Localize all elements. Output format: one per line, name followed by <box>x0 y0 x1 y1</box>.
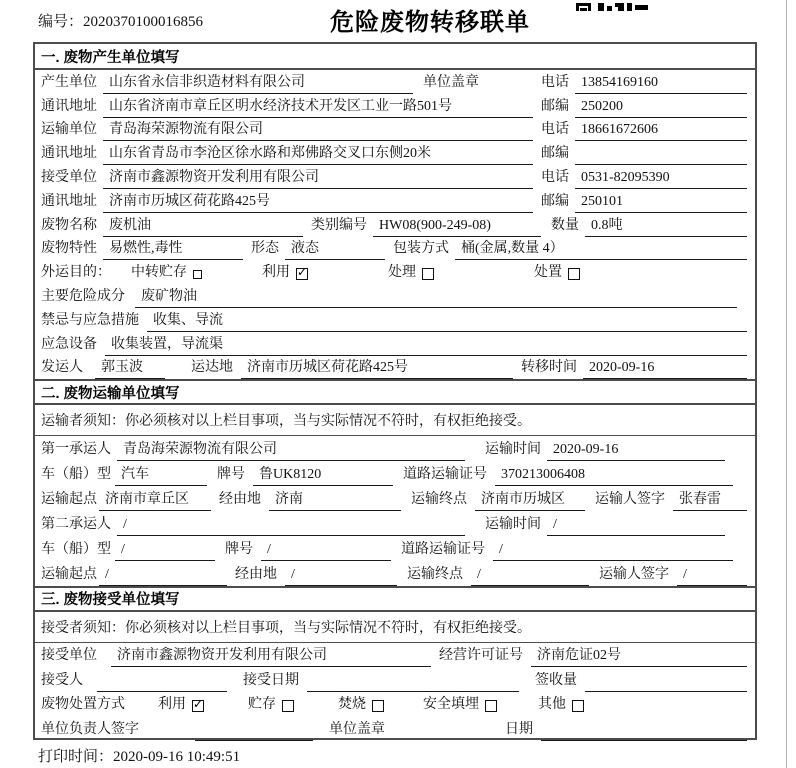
disposal-utilize-checkbox <box>192 700 204 712</box>
purpose-option-dispose: 处置 <box>534 265 562 281</box>
responsible-signature-value <box>195 731 313 741</box>
physical-form-value: 液态 <box>285 237 385 260</box>
row-second-carrier <box>35 511 755 536</box>
receiver-value: 济南市鑫源物资开发利用有限公司 <box>103 166 533 189</box>
transfer-date-label: 转移时间 <box>521 360 577 376</box>
unit-seal-label: 单位盖章 <box>329 722 385 738</box>
row-transporter-address <box>35 141 755 165</box>
phone-value: 0531-82095390 <box>575 170 747 189</box>
row-disposal-method <box>35 692 755 717</box>
carrier-signature-value: 张春雷 <box>673 488 747 511</box>
signed-quantity-label: 签收量 <box>535 672 577 688</box>
second-carrier-value: / <box>117 517 465 536</box>
route-end-value: / <box>471 567 589 586</box>
serial-label: 编号： <box>38 14 84 30</box>
section-1-heading: 一. 废物产生单位填写 <box>35 44 755 70</box>
purpose-option-transfer-storage: 中转贮存 <box>131 265 187 281</box>
transporter-value: 青岛海荣源物流有限公司 <box>103 118 533 141</box>
carrier-signature-value: / <box>677 567 747 586</box>
zip-value: 250200 <box>575 99 747 118</box>
print-time-label: 打印时间： <box>38 749 114 765</box>
transporter-notice: 运输者须知：你必须核对以上栏目事项，当与实际情况不符时，有权拒绝接受。 <box>35 405 755 436</box>
address-value: 济南市历城区荷花路425号 <box>103 190 533 213</box>
phone-value: 18661672606 <box>575 122 747 141</box>
route-start-label: 运输起点 <box>41 566 97 582</box>
route-end-label: 运输终点 <box>411 492 467 508</box>
print-time-value: 2020-09-16 10:49:51 <box>113 749 241 765</box>
zip-value: 250101 <box>575 194 747 213</box>
waste-name-value: 废机油 <box>103 214 303 237</box>
row-transfer-purpose <box>35 260 755 284</box>
utilize-checkbox <box>296 268 308 280</box>
route-end-label: 运输终点 <box>407 566 463 582</box>
purpose-option-utilize: 利用 <box>262 265 290 281</box>
waste-name-label: 废物名称 <box>41 217 97 233</box>
disposal-option-utilize: 利用 <box>158 697 186 713</box>
vehicle-type-label: 车（船）型 <box>41 541 111 557</box>
vehicle-type-label: 车（船）型 <box>41 467 111 483</box>
address-label: 通讯地址 <box>41 193 97 209</box>
hazard-component-value: 废矿物油 <box>135 285 737 308</box>
disposal-incinerate-checkbox <box>372 700 384 712</box>
page-edge-line <box>786 0 787 768</box>
plate-number-label: 牌号 <box>225 541 253 557</box>
row-producer-address <box>35 94 755 118</box>
row-hazard-component <box>35 284 755 308</box>
consignor-label: 发运人 <box>41 360 83 376</box>
address-value: 山东省青岛市李沧区徐水路和郑佛路交叉口东侧20米 <box>103 142 533 165</box>
category-code-value: HW08(900-249-08) <box>373 218 541 237</box>
zip-label: 邮编 <box>541 98 569 114</box>
producer-value: 山东省永信非织造材料有限公司 <box>103 71 413 94</box>
disposal-option-other: 其他 <box>538 697 566 713</box>
route-start-label: 运输起点 <box>41 492 97 508</box>
row-consignor <box>35 356 755 380</box>
address-label: 通讯地址 <box>41 146 97 162</box>
disposal-option-store: 贮存 <box>248 697 276 713</box>
route-start-value: / <box>99 567 227 586</box>
row-vehicle-1 <box>35 461 755 486</box>
row-vehicle-2 <box>35 536 755 561</box>
row-route-1 <box>35 486 755 511</box>
serial-number <box>38 10 203 31</box>
dispose-checkbox <box>568 268 580 280</box>
destination-value: 济南市历城区荷花路425号 <box>241 356 513 379</box>
row-receive-unit <box>35 643 755 668</box>
phone-label: 电话 <box>541 169 569 185</box>
vehicle-type-value: 汽车 <box>115 463 207 486</box>
qr-code-fragment <box>576 0 648 18</box>
hazard-component-label: 主要危险成分 <box>41 288 125 304</box>
road-license-value: 370213006408 <box>495 467 733 486</box>
row-producer-unit <box>35 70 755 94</box>
unit-seal-label: 单位盖章 <box>423 74 479 90</box>
address-label: 通讯地址 <box>41 98 97 114</box>
disposal-method-label: 废物处置方式 <box>41 697 125 713</box>
packing-label: 包装方式 <box>393 241 449 257</box>
transport-time-value: 2020-09-16 <box>547 442 725 461</box>
emergency-equipment-label: 应急设备 <box>41 336 97 352</box>
permit-number-label: 经营许可证号 <box>439 648 523 664</box>
signed-quantity-value <box>585 682 747 692</box>
producer-label: 产生单位 <box>41 74 97 90</box>
treat-checkbox <box>422 268 434 280</box>
transfer-purpose-label: 外运目的： <box>41 265 111 281</box>
taboo-measures-value: 收集、导流 <box>147 309 747 332</box>
zip-value <box>575 155 747 165</box>
serial-value: 2020370100016856 <box>83 14 204 30</box>
first-carrier-value: 青岛海荣源物流有限公司 <box>117 438 465 461</box>
transport-time-label: 运输时间 <box>485 442 541 458</box>
physical-form-label: 形态 <box>251 241 279 257</box>
zip-label: 邮编 <box>541 193 569 209</box>
plate-number-value: 鲁UK8120 <box>253 463 393 486</box>
taboo-measures-label: 禁忌与应急措施 <box>41 312 139 328</box>
disposal-store-checkbox <box>282 700 294 712</box>
row-waste-character <box>35 237 755 261</box>
transport-time-value: / <box>547 517 725 536</box>
plate-number-label: 牌号 <box>217 467 245 483</box>
receiver-label: 接受单位 <box>41 169 97 185</box>
receive-unit-label: 接受单位 <box>41 648 97 664</box>
receive-date-label: 接受日期 <box>243 672 299 688</box>
receive-unit-value: 济南市鑫源物资开发利用有限公司 <box>111 644 431 667</box>
waste-character-label: 废物特性 <box>41 241 97 257</box>
route-via-value: 济南 <box>269 488 401 511</box>
route-via-label: 经由地 <box>219 492 261 508</box>
section-2-heading: 二. 废物运输单位填写 <box>35 379 755 405</box>
print-time <box>38 745 240 766</box>
route-end-value: 济南市历城区 <box>475 488 585 511</box>
phone-value: 13854169160 <box>575 75 747 94</box>
transfer-form-table <box>33 42 757 740</box>
zip-label: 邮编 <box>541 146 569 162</box>
destination-label: 运达地 <box>191 360 233 376</box>
waste-character-value: 易燃性,毒性 <box>103 237 243 260</box>
row-first-carrier <box>35 436 755 461</box>
packing-value: 桶(金属,数量 4） <box>455 237 747 260</box>
transfer-storage-checkbox <box>193 270 202 279</box>
row-taboo-measures <box>35 308 755 332</box>
receive-person-value <box>97 682 227 692</box>
carrier-signature-label: 运输人签字 <box>595 492 665 508</box>
permit-number-value: 济南危证02号 <box>531 644 747 667</box>
road-license-label: 道路运输证号 <box>403 467 487 483</box>
receive-person-label: 接受人 <box>41 672 83 688</box>
disposal-option-landfill: 安全填埋 <box>423 697 479 713</box>
receiver-notice: 接受者须知：你必须核对以上栏目事项，当与实际情况不符时，有权拒绝接受。 <box>35 612 755 643</box>
form-title: 危险废物转移联单 <box>330 9 530 36</box>
date-value <box>541 731 747 741</box>
address-value: 山东省济南市章丘区明水经济技术开发区工业一路501号 <box>103 95 533 118</box>
road-license-label: 道路运输证号 <box>401 541 485 557</box>
row-waste-name <box>35 213 755 237</box>
route-start-value: 济南市章丘区 <box>99 488 211 511</box>
transfer-date-value: 2020-09-16 <box>583 360 747 379</box>
row-receiver-unit <box>35 165 755 189</box>
consignor-value: 郭玉波 <box>95 356 165 379</box>
first-carrier-label: 第一承运人 <box>41 442 111 458</box>
emergency-equipment-value: 收集装置，导流渠 <box>105 333 747 356</box>
category-code-label: 类别编号 <box>311 217 367 233</box>
responsible-signature-label: 单位负责人签字 <box>41 722 139 738</box>
purpose-option-treat: 处理 <box>388 265 416 281</box>
second-carrier-label: 第二承运人 <box>41 516 111 532</box>
phone-label: 电话 <box>541 122 569 138</box>
disposal-landfill-checkbox <box>485 700 497 712</box>
transporter-label: 运输单位 <box>41 122 97 138</box>
row-emergency-equipment <box>35 332 755 356</box>
receive-date-value <box>307 682 519 692</box>
quantity-value: 0.8吨 <box>585 214 747 237</box>
row-receive-person <box>35 667 755 692</box>
carrier-signature-label: 运输人签字 <box>599 566 669 582</box>
plate-number-value: / <box>261 542 391 561</box>
disposal-other-checkbox <box>572 700 584 712</box>
route-via-value: / <box>285 567 397 586</box>
date-label: 日期 <box>505 722 533 738</box>
quantity-label: 数量 <box>551 217 579 233</box>
route-via-label: 经由地 <box>235 566 277 582</box>
disposal-option-incinerate: 焚烧 <box>338 697 366 713</box>
phone-label: 电话 <box>541 74 569 90</box>
row-route-2 <box>35 561 755 586</box>
section-3-heading: 三. 废物接受单位填写 <box>35 586 755 612</box>
row-transport-unit <box>35 118 755 142</box>
vehicle-type-value: / <box>115 542 215 561</box>
row-responsible-signature <box>35 716 755 741</box>
transport-time-label: 运输时间 <box>485 516 541 532</box>
road-license-value: / <box>493 542 733 561</box>
row-receiver-address <box>35 189 755 213</box>
